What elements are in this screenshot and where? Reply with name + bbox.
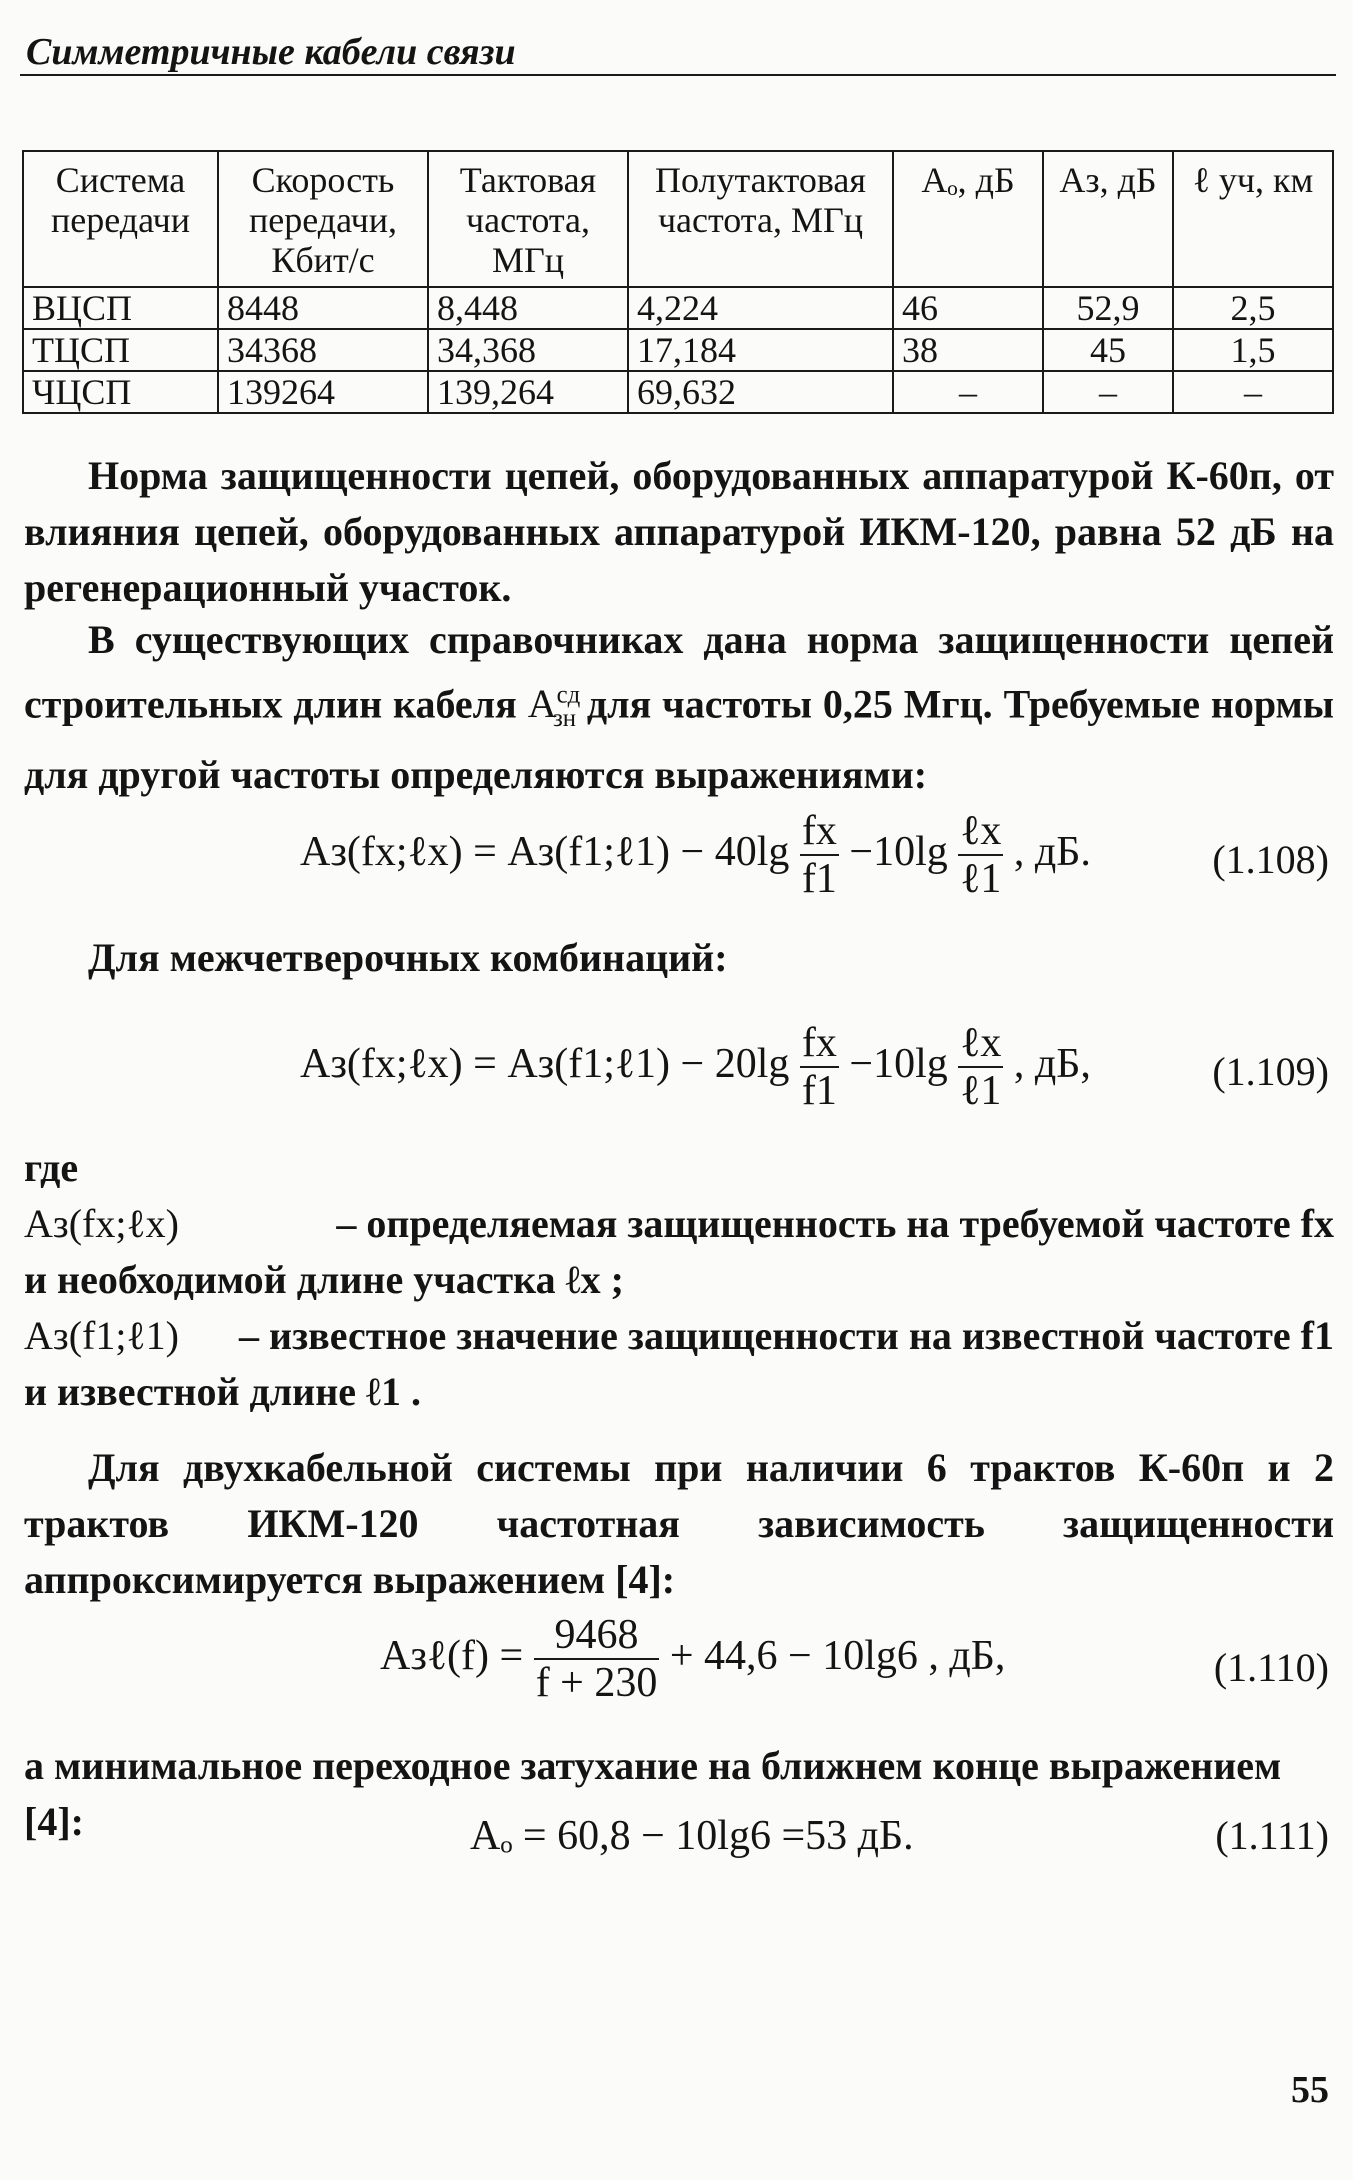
running-title: Симметричные кабели связи [26,31,516,73]
equation-number: (1.111) [1215,1813,1329,1858]
symbol-a-sd-zn [527,681,581,733]
formula-tail: , дБ. [1013,828,1091,875]
running-header [20,18,1336,76]
table-header-cell: Aₒ, дБ [893,151,1043,287]
definition-2-continued: и известной длине ℓ1 . [24,1369,422,1414]
formula-1-108 [300,808,1091,902]
paragraph-norm: Норма защищенности цепей, оборудованных аппаратурой К-60п, от влияния цепей, оборудованных аппаратурой ИКМ-120, равна 52 дБ на регенерационный участок. [24,453,1334,610]
fraction-denominator: f + 230 [535,1660,658,1707]
formula-1-109 [300,1020,1091,1114]
table-cell: 69,632 [628,371,893,413]
fraction-numerator: 9468 [534,1612,660,1660]
paragraph-interquad: Для межчетверочных комбинаций: [88,935,728,980]
fraction [534,1612,660,1706]
table-cell: 45 [1043,329,1173,371]
formula-mid: −10lg [849,828,948,875]
definition-1 [24,1196,1334,1252]
table-cell: 139264 [218,371,428,413]
formula-tail: + 44,6 − 10lg6 , дБ, [669,1632,1006,1679]
table-cell: 2,5 [1173,287,1333,329]
where-label: где [24,1145,79,1190]
table-cell: ВЦСП [23,287,218,329]
table-cell: 52,9 [1043,287,1173,329]
fraction-denominator: f1 [801,856,837,903]
fraction-denominator: ℓ1 [960,1068,1002,1115]
formula-lhs: Aзℓ(f) = [380,1632,524,1679]
definition-term: Aз(fx;ℓx) [24,1201,179,1246]
table-row [23,287,1333,329]
formula-tail: , дБ, [1013,1040,1091,1087]
table-cell: – [1043,371,1173,413]
fraction-numerator: fx [800,808,839,856]
table-header-cell: Полутактовая частота, МГц [628,151,893,287]
fraction [800,808,839,902]
table-cell: – [1173,371,1333,413]
definition-term: Aз(f1;ℓ1) [24,1313,179,1358]
table-cell: 8448 [218,287,428,329]
definition-2 [24,1308,1334,1364]
table-cell: 139,264 [428,371,628,413]
symbol-base: A [527,681,557,727]
formula-1-110 [380,1612,1005,1706]
fraction-numerator: fx [800,1020,839,1068]
table-cell: 34368 [218,329,428,371]
page-number: 55 [1291,2069,1329,2111]
fraction [958,1020,1003,1114]
paragraph-reference [24,612,1334,803]
fraction-denominator: f1 [801,1068,837,1115]
fraction-denominator: ℓ1 [960,856,1002,903]
table-row [23,371,1333,413]
fraction-numerator: ℓx [958,808,1003,856]
formula-lhs: Aз(fx;ℓx) = Aз(f1;ℓ1) − 20lg [300,1040,790,1087]
table-cell: 38 [893,329,1043,371]
table-row [23,329,1333,371]
formula-lhs: Aз(fx;ℓx) = Aз(f1;ℓ1) − 40lg [300,828,790,875]
transmission-systems-table [22,150,1334,414]
fraction [800,1020,839,1114]
table-cell: 34,368 [428,329,628,371]
table-header-row [23,151,1333,287]
table-cell: 1,5 [1173,329,1333,371]
table-header-cell: Aз, дБ [1043,151,1173,287]
table-cell: ЧЦСП [23,371,218,413]
paragraph-near-end: а минимальное переходное затухание на ближнем конце выражением [4]: [24,1743,1282,1844]
table-cell: 4,224 [628,287,893,329]
fraction-numerator: ℓx [958,1020,1003,1068]
table-cell: 46 [893,287,1043,329]
fraction [958,808,1003,902]
paragraph-reference-start: В существующих справочниках дана норма защищенности цепей строительных длин кабеля [24,617,1334,727]
paragraph-reference-end: для частоты 0,25 Мгц. Требуемые нормы для другой частоты определяются выражениями: [24,681,1335,798]
table-cell: – [893,371,1043,413]
definition-text: – определяемая защищенность на требуемой частоте fx [336,1201,1334,1246]
symbol-sub: зн [552,705,577,733]
formula-1-111: Aₒ = 60,8 − 10lg6 =53 дБ. [470,1813,914,1859]
table-header-cell: Тактовая частота, МГц [428,151,628,287]
table-cell: 8,448 [428,287,628,329]
table-cell: ТЦСП [23,329,218,371]
equation-number: (1.109) [1212,1049,1329,1094]
table-header-cell: Система передачи [23,151,218,287]
table-header-cell: ℓ уч, км [1173,151,1333,287]
symbol-sup: сд [556,682,581,709]
formula-mid: −10lg [849,1040,948,1087]
equation-number: (1.108) [1212,837,1329,882]
equation-number: (1.110) [1213,1645,1329,1690]
table-header-cell: Скорость передачи, Кбит/с [218,151,428,287]
paragraph-two-cable: Для двухкабельной системы при наличии 6 трактов К-60п и 2 трактов ИКМ-120 частотная зависимость защищенности аппроксимируется выражением [4]: [24,1445,1334,1602]
definition-text: – известное значение защищенности на известной частоте f1 [239,1313,1334,1358]
definition-1-continued: и необходимой длине участка ℓx ; [24,1257,624,1302]
table-cell: 17,184 [628,329,893,371]
